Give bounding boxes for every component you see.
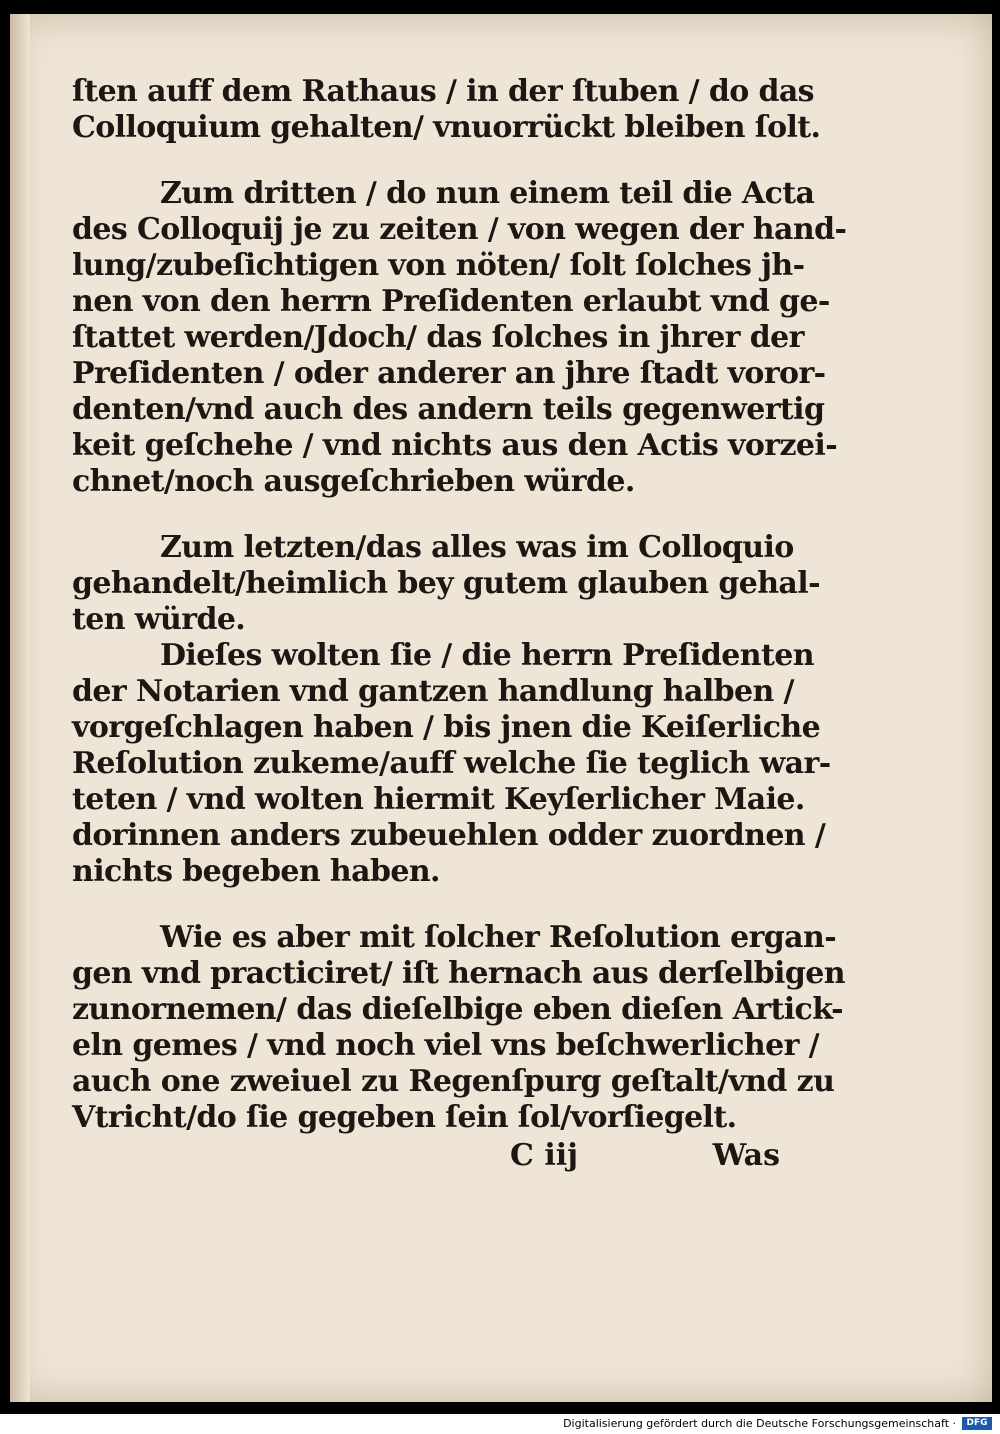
text-line: denten/vnd auch des andern teils gegenwertig — [72, 392, 825, 427]
paragraph-gap — [72, 500, 782, 530]
paragraph — [72, 920, 845, 1136]
paragraph — [72, 176, 847, 500]
text-line: des Colloquij je zu zeiten / von wegen der hand- — [72, 212, 847, 247]
paragraph — [72, 74, 821, 146]
text-line: Vtricht/do ſie gegeben ſein ſol/vorſiegelt. — [72, 1100, 737, 1135]
dfg-logo: DFG — [962, 1417, 992, 1430]
text-line: Preſidenten / oder anderer an jhre ſtadt voror- — [72, 356, 826, 391]
text-line: gen vnd practiciret/ iſt hernach aus derſelbigen — [72, 956, 845, 991]
text-line: zunornemen/ das dieſelbige eben dieſen Artick- — [72, 992, 844, 1027]
text-line: Zum letzten/das alles was im Colloquio — [160, 530, 794, 565]
text-line: Dieſes wolten ſie / die herrn Preſidenten — [160, 638, 814, 673]
text-line: gehandelt/heimlich bey gutem glauben gehal- — [72, 566, 820, 601]
paragraph-gap — [72, 146, 782, 176]
text-line: Colloquium gehalten/ vnuorrückt bleiben ſolt. — [72, 110, 821, 145]
text-line: keit geſchehe / vnd nichts aus den Actis vorzei- — [72, 428, 838, 463]
text-line: vorgeſchlagen haben / bis jnen die Keiſerliche — [72, 710, 821, 745]
catchword: Was — [712, 1138, 780, 1173]
text-line: ten würde. — [72, 602, 246, 637]
text-line: auch one zweiuel zu Regenſpurg geſtalt/vnd zu — [72, 1064, 835, 1099]
paragraph — [72, 530, 820, 638]
text-line: nen von den herrn Preſidenten erlaubt vnd ge- — [72, 284, 830, 319]
paragraph — [72, 638, 831, 890]
page-gutter-shadow — [10, 14, 30, 1402]
text-line: teten / vnd wolten hiermit Keyſerlicher Maie. — [72, 782, 805, 817]
book-page — [10, 14, 992, 1402]
text-line: der Notarien vnd gantzen handlung halben / — [72, 674, 794, 709]
page-text-block — [72, 74, 847, 1136]
text-line: dorinnen anders zubeuehlen odder zuordnen / — [72, 818, 826, 853]
text-line: ſten auff dem Rathaus / in der ſtuben / do das — [72, 74, 814, 109]
paragraph-gap — [72, 890, 782, 920]
digitization-credit: Digitalisierung gefördert durch die Deutsche Forschungsgemeinschaft · — [0, 1414, 1000, 1434]
text-line: nichts begeben haben. — [72, 854, 440, 889]
text-line: Zum dritten / do nun einem teil die Acta — [160, 176, 815, 211]
signature-mark: C iij — [510, 1138, 578, 1173]
text-line: lung/zubeſichtigen von nöten/ ſolt ſolches jh- — [72, 248, 805, 283]
text-line: ſtattet werden/Jdoch/ das ſolches in jhrer der — [72, 320, 804, 355]
text-line: eln gemes / vnd noch viel vns beſchwerlicher / — [72, 1028, 820, 1063]
text-line: Wie es aber mit ſolcher Reſolution ergan- — [160, 920, 837, 955]
signature-line — [510, 1138, 780, 1173]
text-line: chnet/noch ausgeſchrieben würde. — [72, 464, 635, 499]
text-line: Reſolution zukeme/auff welche ſie teglich war- — [72, 746, 831, 781]
